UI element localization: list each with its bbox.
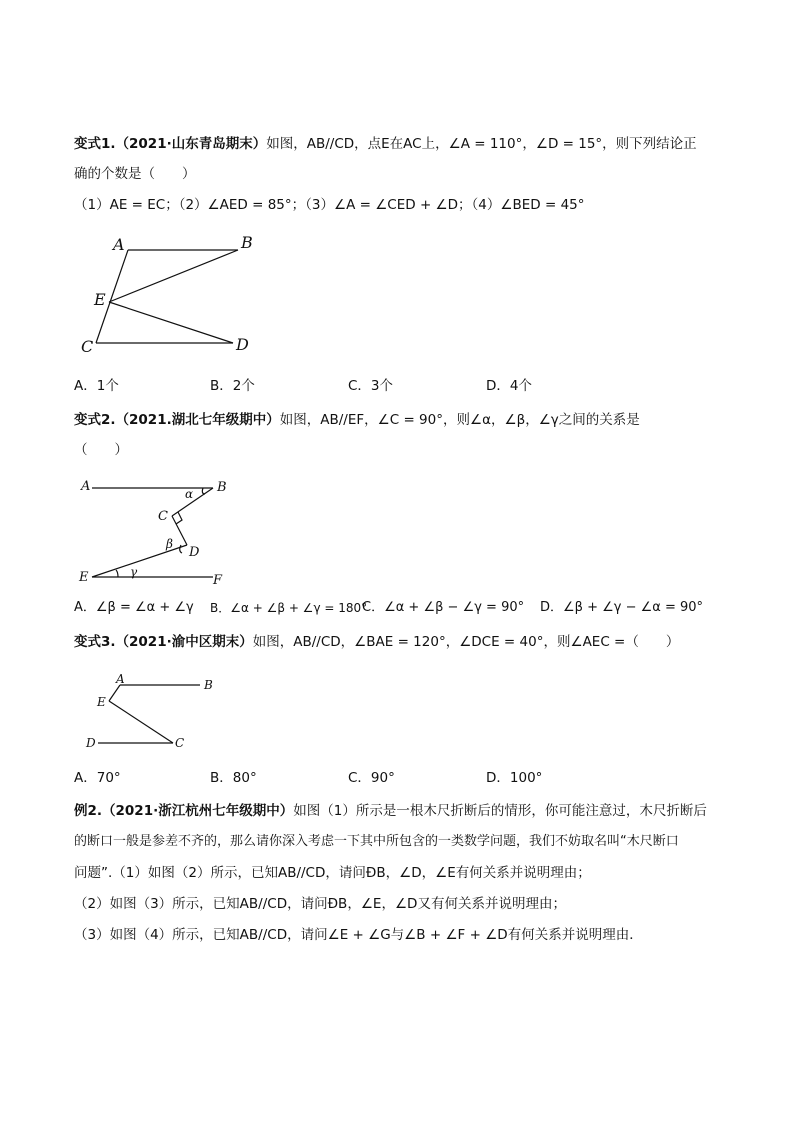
q1-option-a: A．1个 (74, 378, 119, 394)
q3-segment-ae (109, 685, 120, 701)
q2-line2: （ ） (74, 442, 128, 458)
q1-label-b: B (241, 233, 253, 252)
q3-segment-ec (109, 701, 173, 743)
q1-line3: （1）AE = EC；（2）∠AED = 85°；（3）∠A = ∠CED + ∠D；（4）∠BED = 45° (74, 197, 585, 213)
q2-label-f: F (213, 573, 223, 588)
q2-angle-e-arc (116, 570, 118, 577)
q1-option-c: C．3个 (348, 378, 394, 394)
ex2-line2: 的断口一般是参差不齐的，那么请你深入考虑一下其中所包含的一类数学问题，我们不妨取名叫“木尺断口 (74, 834, 679, 849)
q1-option-b: B．2个 (210, 378, 255, 394)
q1-label-a: A (113, 235, 125, 254)
q3-label-e: E (97, 695, 106, 709)
q3-line1 (74, 632, 679, 652)
q2-label-d: D (189, 545, 200, 560)
ex2-line4: （2）如图（3）所示，已知AB//CD，请问ÐB，∠E，∠D又有何关系并说明理由； (74, 896, 566, 912)
q1-label-d: D (236, 335, 249, 354)
q2-option-d: D．∠β + ∠γ − ∠α = 90° (540, 600, 704, 615)
q2-line1 (74, 410, 640, 430)
q1-segment-eb (109, 250, 238, 302)
ex2-tag: 例2.（2021·浙江杭州七年级期中） (74, 803, 294, 819)
q3-label-d: D (86, 736, 96, 750)
q3-option-c: C．90° (348, 770, 395, 786)
q3-label-c: C (175, 736, 185, 750)
ex2-line1 (74, 801, 707, 821)
q1-label-c: C (81, 337, 94, 356)
q1-segment-ed (109, 302, 233, 343)
q2-label-b: B (217, 480, 227, 495)
q2-label-gamma: γ (130, 565, 138, 579)
q3-label-a: A (116, 672, 125, 686)
q2-segment-cd (172, 516, 187, 545)
q1-tag: 变式1.（2021·山东青岛期末） (74, 136, 267, 152)
q2-option-b: B．∠α + ∠β + ∠γ = 180° (210, 601, 368, 615)
q1-text-1: 如图，AB//CD，点E在AC上，∠A = 110°，∠D = 15°，则下列结论正 (266, 136, 697, 152)
q2-label-e: E (79, 570, 89, 585)
q1-option-d: D．4个 (486, 378, 532, 394)
q2-right-angle-mark (176, 512, 182, 524)
ex2-line5: （3）如图（4）所示，已知AB//CD，请问∠E + ∠G与∠B + ∠F + ∠D有何关系并说明理由． (74, 927, 643, 943)
q1-line2: 确的个数是（ ） (74, 166, 196, 182)
q3-label-b: B (204, 678, 213, 692)
q2-tag: 变式2.（2021.湖北七年级期中） (74, 412, 280, 428)
q2-label-beta: β (166, 537, 173, 551)
ex2-text-1: 如图（1）所示是一根木尺折断后的情形，你可能注意过，木尺折断后 (293, 803, 707, 819)
q3-tag: 变式3.（2021·渝中区期末） (74, 634, 253, 650)
q2-label-alpha: α (185, 487, 194, 501)
q3-option-b: B．80° (210, 770, 257, 786)
q2-label-a: A (81, 479, 91, 494)
q3-text-1: 如图，AB//CD，∠BAE = 120°，∠DCE = 40°，则∠AEC =（ ） (252, 634, 680, 650)
q2-option-a: A．∠β = ∠α + ∠γ (74, 600, 194, 615)
q3-option-d: D．100° (486, 770, 543, 786)
q2-text-1: 如图，AB//EF，∠C = 90°，则∠α，∠β，∠γ之间的关系是 (279, 412, 640, 428)
ex2-line3: 问题”.（1）如图（2）所示，已知AB//CD，请问ÐB，∠D，∠E有何关系并说明理由； (74, 865, 591, 881)
q2-label-c: C (158, 509, 168, 524)
q3-option-a: A．70° (74, 770, 121, 786)
q1-label-e: E (94, 290, 106, 309)
q2-option-c: C．∠α + ∠β − ∠γ = 90° (362, 600, 525, 615)
